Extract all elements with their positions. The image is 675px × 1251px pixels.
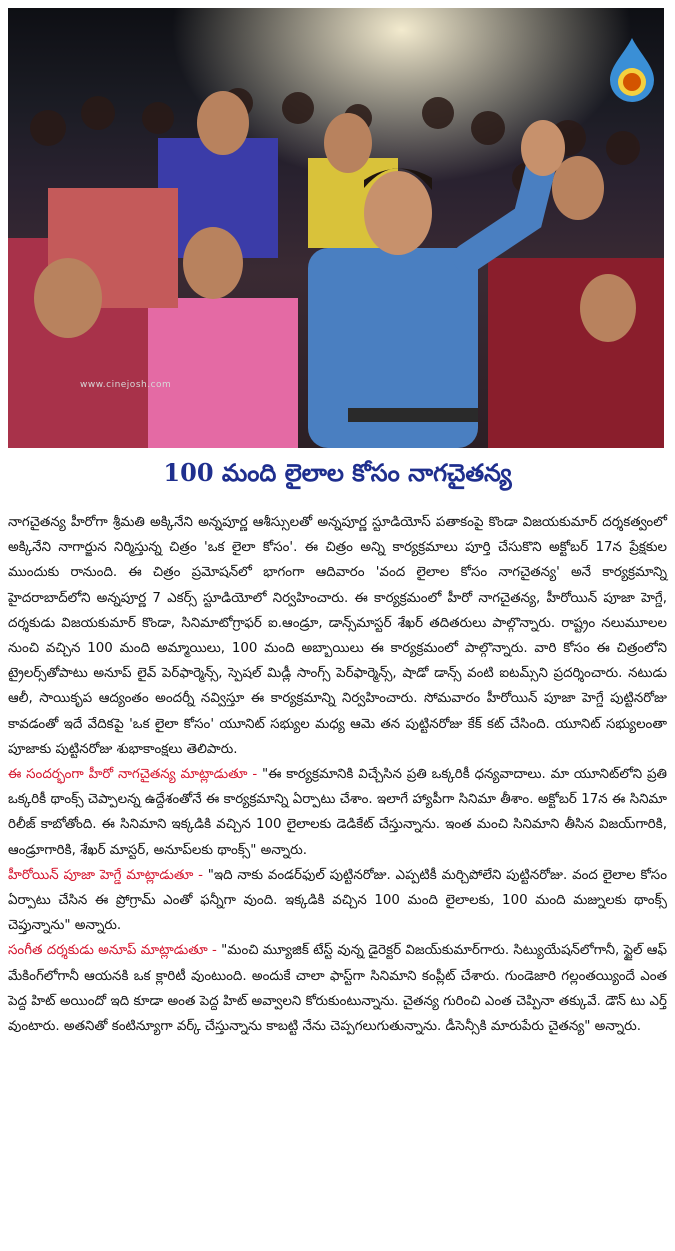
paragraph-text: "ఈ కార్యక్రమానికి విచ్చేసిన ప్రతి ఒక్కరికీ ధన్యవాదాలు. మా యూనిట్‌లోని ప్రతి ఒక్కరికీ థాంక్స్ చెప్పాలన్న ఉద్దేశంతోనే ఈ కార్యక్రమాన్ని ఏర్పాటు చేశాం. ఇలాగే హ్యాపీగా సినిమా తీశాం. అక్టోబర్ 17న ఈ సినిమా రిలీజ్ కాబోతోంది. ఈ సినిమాని ఇక్కడికి వచ్చిన 100 లైలాలకు డెడికేట్ చేస్తున్నాను. ఇంత మంచి సినిమాని తీసిన విజయ్‌గారికి, ఆండ్రూగారికి, శేఖర్ మాస్టర్, అనూప్‌లకు థాంక్స్" అన్నారు.: [8, 767, 668, 858]
event-photo: [8, 8, 664, 448]
paragraph-intro: [8, 510, 667, 762]
photo-watermark: www.cinejosh.com: [80, 380, 172, 390]
paragraph-text: నాగచైతన్య హీరోగా శ్రీమతి అక్కినేని అన్నపూర్ణ ఆశీస్సులతో అన్నపూర్ణ స్టూడియోస్ పతాకంపై కొండా విజయకుమార్ దర్శకత్వంలో అక్కినేని నాగార్జున నిర్మిస్తున్న చిత్రం 'ఒక లైలా కోసం'. ఈ చిత్రం అన్ని కార్యక్రమాలు పూర్తి చేసుకొని అక్టోబర్ 17న ప్రేక్షకుల ముందుకు రానుంది. ఈ చిత్రం ప్రమోషన్‌లో భాగంగా ఆదివారం 'వంద లైలాల కోసం నాగచైతన్య' అనే కార్యక్రమాన్ని హైదరాబాద్‌లోని అన్నపూర్ణ 7 ఎకర్స్ స్టూడియోలో నిర్వహించారు. ఈ కార్యక్రమంలో హీరో నాగచైతన్య, హీరోయిన్ పూజా హెగ్డే, దర్శకుడు విజయకుమార్ కొండా, సినిమాటోగ్రాఫర్ ఐ.ఆండ్రూ, డాన్స్‌మాస్టర్ శేఖర్ తదితరులు పాల్గొన్నారు. రాష్ట్రం నలుమూలల నుంచి వచ్చిన 100 మంది అమ్మాయిలు, 100 మంది అబ్బాయిలు ఈ కార్యక్రమంలో పాల్గొన్నారు. వారి కోసం ఈ చిత్రంలోని ట్రైలర్స్‌తోపాటు అనూప్ లైవ్ పెర్‌ఫార్మెన్స్, స్పెషల్ మిడ్లీ సాంగ్స్ పెర్‌ఫార్మెన్స్, షాడో డాన్స్ వంటి ఐటమ్స్‌ని ప్రదర్శించారు. నటుడు ఆలీ, సాయికృప ఆద్యంతం అందర్నీ నవ్విస్తూ ఈ కార్యక్రమాన్ని నిర్వహించారు. సోమవారం హీరోయిన్ పూజా హెగ్డే పుట్టినరోజు కావడంతో ఇదే వేదికపై 'ఒక లైలా కోసం' యూనిట్ సభ్యుల మధ్య ఆమె తన పుట్టినరోజు కేక్ కట్ చేసింది. యూనిట్ సభ్యులంతా పూజాకు పుట్టినరోజు శుభాకాంక్షలు తెలిపారు.: [8, 515, 667, 757]
site-logo-icon: [606, 36, 658, 104]
article-body: [8, 510, 667, 1039]
paragraph-text: "మంచి మ్యూజిక్ టేస్ట్ వున్న డైరెక్టర్ విజయ్‌కుమార్‌గారు. సిట్యుయేషన్‌లోగానీ, స్టైల్ ఆఫ్ మేకింగ్‌లోగానీ ఆయనకి ఒక క్లారిటీ వుంటుంది. అందుకే చాలా ఫాస్ట్‌గా సినిమాని కంప్లీట్ చేశారు. గుండెజారి గల్లంతయ్యిందే ఎంత పెద్ద హిట్ అయిందో ఇది కూడా అంత పెద్ద హిట్ అవ్వాలని కోరుకుంటున్నాను. చైతన్య గురించి ఎంత చెప్పినా తక్కువే. డౌన్ టు ఎర్త్ వుంటారు. అతనితో కంటిన్యూగా వర్క్ చేస్తున్నాను కాబట్టి నేను చెప్పగలుగుతున్నాను. డీసెన్సీకి మారుపేరు చైతన్య" అన్నారు.: [8, 943, 667, 1035]
paragraph-hero-quote: [8, 762, 667, 863]
paragraph-heroine-quote: [8, 863, 667, 939]
paragraph-lead: హీరోయిన్ పూజా హెగ్డే మాట్లాడుతూ -: [8, 867, 208, 883]
paragraph-text: "ఇది నాకు వండర్‌ఫుల్ పుట్టినరోజు. ఎప్పటికీ మర్చిపోలేని పుట్టినరోజు. వంద లైలాల కోసం ఏర్పాటు చేసిన ఈ ప్రోగ్రామ్ ఎంతో ఫన్నీగా వుంది. ఇక్కడికి వచ్చిన 100 మంది లైలాలకు, 100 మంది మజ్నులకు థాంక్స్ చెప్తున్నాను" అన్నారు.: [8, 867, 667, 934]
paragraph-lead: సంగీత దర్శకుడు అనూప్ మాట్లాడుతూ -: [8, 943, 222, 959]
paragraph-composer-quote: [8, 938, 667, 1039]
article-headline: 100 మంది లైలాల కోసం నాగచైతన్య: [163, 458, 512, 487]
paragraph-lead: ఈ సందర్భంగా హీరో నాగచైతన్య మాట్లాడుతూ -: [8, 767, 262, 783]
